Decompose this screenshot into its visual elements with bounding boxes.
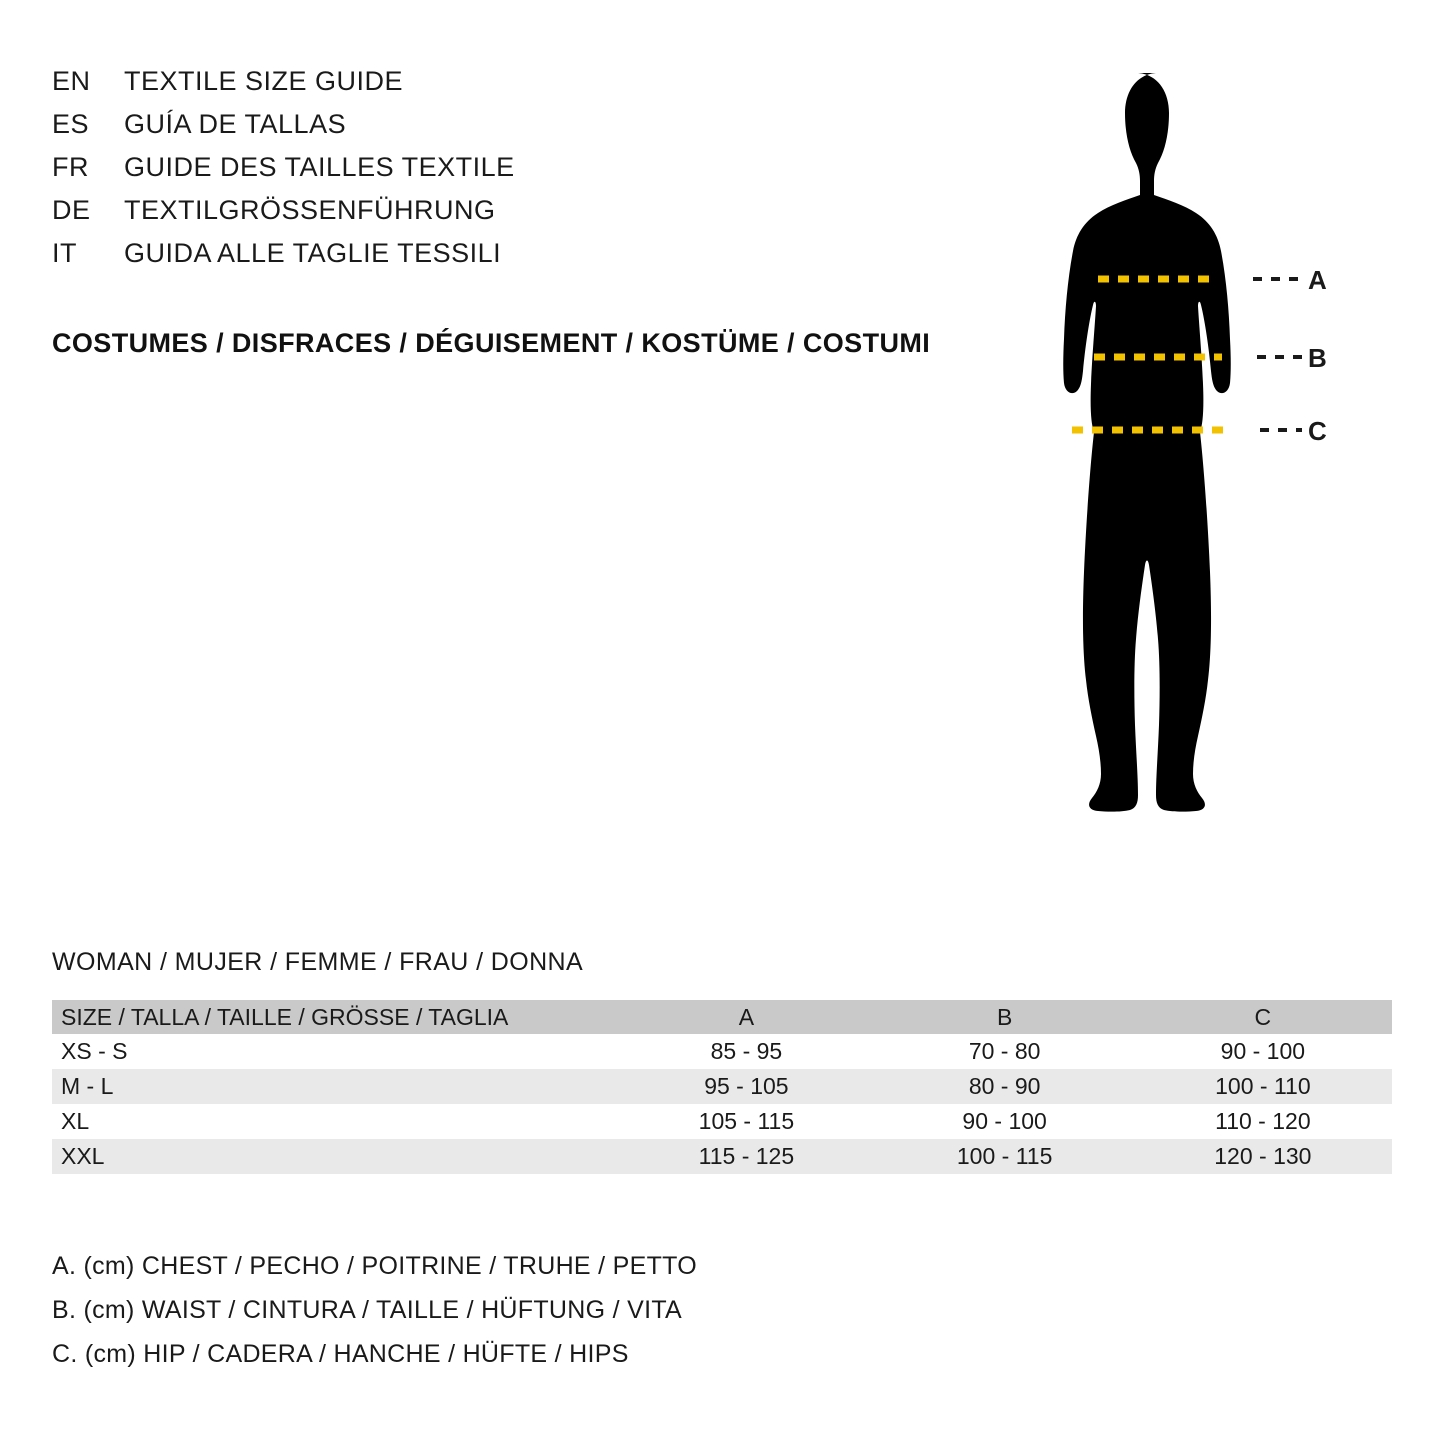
silhouette-svg <box>1010 55 1400 895</box>
cell-size: XXL <box>61 1143 105 1169</box>
cell-b: 80 - 90 <box>968 1073 1041 1099</box>
cell-b: 70 - 80 <box>968 1038 1041 1064</box>
silhouette-figure <box>1010 55 1400 895</box>
language-code: EN <box>52 66 91 96</box>
table-row <box>52 1069 1392 1104</box>
cell-size: M - L <box>61 1073 114 1099</box>
language-row <box>52 238 1002 281</box>
language-header-block <box>52 66 1002 281</box>
language-code: DE <box>52 195 91 225</box>
cell-c: 110 - 120 <box>1215 1108 1311 1134</box>
language-row <box>52 152 1002 195</box>
leader-lines-group <box>1253 279 1302 430</box>
language-row <box>52 66 1002 109</box>
cell-c: 100 - 110 <box>1215 1073 1311 1099</box>
cell-a: 115 - 125 <box>698 1143 795 1169</box>
measurement-legend <box>52 1244 697 1376</box>
marker-label-a: A <box>1308 265 1327 295</box>
cell-c: 120 - 130 <box>1214 1143 1312 1169</box>
legend-row-b: B. (cm) WAIST / CINTURA / TAILLE / HÜFTUNG / VITA <box>52 1296 683 1324</box>
cell-size: XL <box>61 1108 90 1134</box>
language-title: GUIDE DES TAILLES TEXTILE <box>124 152 515 182</box>
cell-b: 90 - 100 <box>962 1108 1047 1134</box>
column-header-c: C <box>1254 1003 1272 1030</box>
cell-a: 105 - 115 <box>698 1108 795 1134</box>
table-row <box>52 1104 1392 1139</box>
language-row <box>52 109 1002 152</box>
column-header-b: B <box>996 1003 1013 1030</box>
table-title: WOMAN / MUJER / FEMME / FRAU / DONNA <box>52 948 584 976</box>
cell-b: 100 - 115 <box>956 1143 1053 1169</box>
language-code: IT <box>52 238 77 268</box>
language-title: TEXTILE SIZE GUIDE <box>124 66 404 96</box>
legend-row-c: C. (cm) HIP / CADERA / HANCHE / HÜFTE / HIPS <box>52 1340 629 1368</box>
language-row <box>52 195 1002 238</box>
woman-silhouette-icon <box>1063 73 1231 812</box>
size-table <box>52 1000 1392 1174</box>
legend-row-a: A. (cm) CHEST / PECHO / POITRINE / TRUHE / PETTO <box>52 1252 698 1280</box>
column-header-size: SIZE / TALLA / TAILLE / GRÖSSE / TAGLIA <box>61 1003 509 1030</box>
marker-label-b: B <box>1308 343 1327 373</box>
language-title: TEXTILGRÖSSENFÜHRUNG <box>124 195 496 225</box>
language-code: FR <box>52 152 89 182</box>
language-title: GUÍA DE TALLAS <box>124 109 347 139</box>
language-title: GUIDA ALLE TAGLIE TESSILI <box>124 238 502 268</box>
column-header-a: A <box>738 1003 755 1030</box>
table-row <box>52 1034 1392 1069</box>
cell-a: 95 - 105 <box>704 1073 789 1099</box>
cell-size: XS - S <box>61 1038 128 1064</box>
cell-c: 90 - 100 <box>1220 1038 1306 1064</box>
table-row <box>52 1139 1392 1174</box>
marker-label-c: C <box>1308 416 1327 446</box>
category-line: COSTUMES / DISFRACES / DÉGUISEMENT / KOSTÜME / COSTUMI <box>52 328 931 358</box>
table-header-row <box>52 1000 1392 1034</box>
cell-a: 85 - 95 <box>710 1038 783 1064</box>
language-code: ES <box>52 109 90 139</box>
